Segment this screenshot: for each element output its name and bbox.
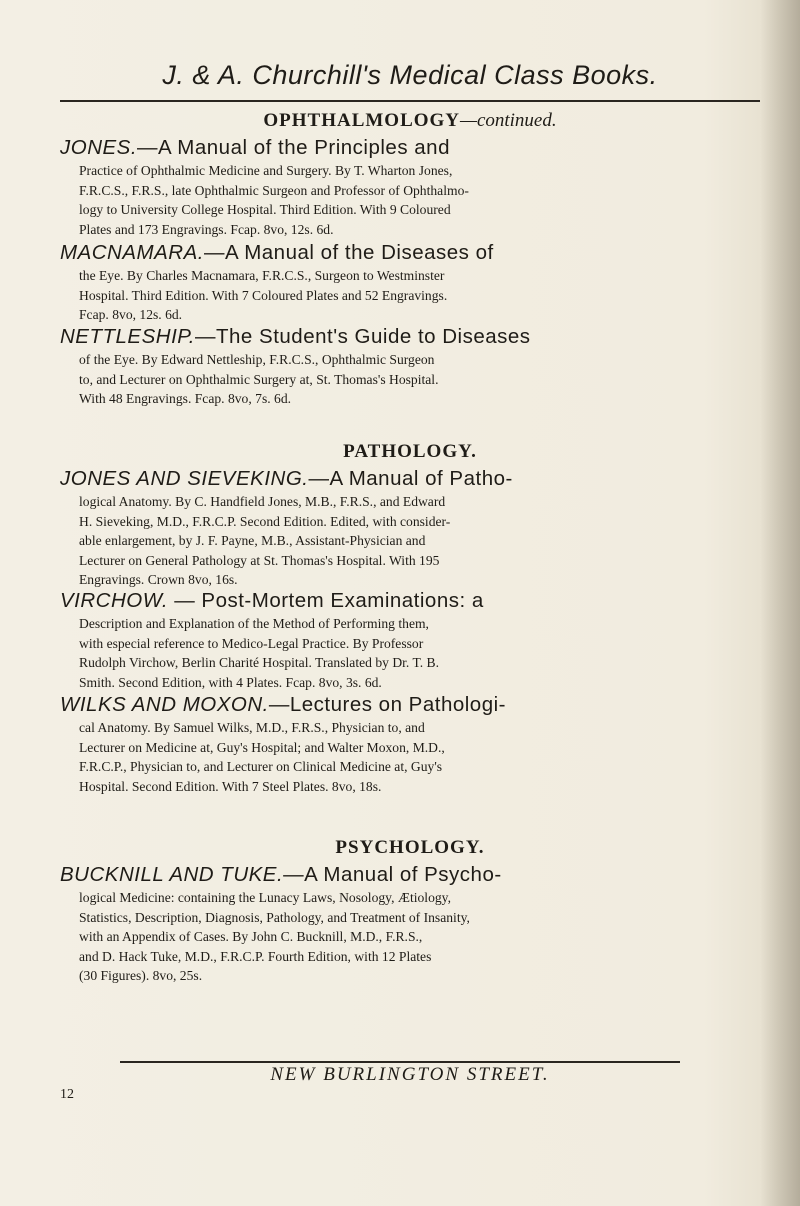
entry-line: to, and Lecturer on Ophthalmic Surgery at, St. Thomas's Hospital. — [79, 371, 439, 387]
entry-description — [60, 718, 760, 796]
section-heading-suffix: —continued. — [460, 110, 557, 131]
entry-line: with especial reference to Medico-Legal Practice. By Professor — [79, 635, 424, 651]
entry-description — [60, 266, 760, 325]
entry-virchow — [60, 587, 760, 692]
entry-author: BUCKNILL AND TUKE. — [60, 863, 284, 886]
entry-line: Engravings. Crown 8vo, 16s. — [79, 572, 238, 587]
entry-line: Plates and 173 Engravings. Fcap. 8vo, 12s. 6d. — [79, 221, 334, 237]
entry-line: Lecturer on Medicine at, Guy's Hospital; and Walter Moxon, M.D., — [79, 739, 445, 755]
entry-bucknill-and-tuke — [60, 861, 760, 986]
entry-line: Practice of Ophthalmic Medicine and Surgery. By T. Wharton Jones, — [79, 163, 453, 178]
page-spine-shadow — [760, 0, 800, 1206]
entry-line: Lecturer on General Pathology at St. Thomas's Hospital. With 195 — [79, 552, 440, 568]
header-rule — [60, 100, 760, 102]
entry-line: the Eye. By Charles Macnamara, F.R.C.S., Surgeon to Westminster — [79, 268, 445, 283]
entry-line: Statistics, Description, Diagnosis, Pathology, and Treatment of Insanity, — [79, 909, 470, 925]
entry-description — [60, 161, 760, 239]
entry-line: logy to University College Hospital. Third Edition. With 9 Coloured — [79, 202, 451, 217]
entry-description — [60, 492, 760, 590]
entry-title: —A Manual of Psycho- — [283, 863, 502, 886]
entry-description — [60, 888, 760, 986]
entry-macnamara — [60, 239, 760, 325]
entry-header — [60, 587, 760, 614]
entry-header — [60, 239, 760, 266]
entry-title: —A Manual of Patho- — [308, 467, 513, 490]
entry-line: Hospital. Third Edition. With 7 Coloured Plates and 52 Engravings. — [79, 287, 448, 303]
footer-rule — [120, 1061, 680, 1063]
entry-header — [60, 465, 760, 492]
entry-title: —The Student's Guide to Diseases — [195, 325, 531, 348]
entry-line: Rudolph Virchow, Berlin Charité Hospital. Translated by Dr. T. B. — [79, 655, 440, 670]
entry-author: VIRCHOW. — [60, 589, 169, 612]
entry-line: (30 Figures). 8vo, 25s. — [79, 968, 203, 983]
page-number: 12 — [60, 1087, 74, 1102]
entry-description — [60, 350, 760, 409]
entry-title: — Post-Mortem Examinations: a — [168, 589, 484, 612]
entry-line: With 48 Engravings. Fcap. 8vo, 7s. 6d. — [79, 391, 292, 406]
entry-jones-and-sieveking — [60, 465, 760, 590]
entry-line: of the Eye. By Edward Nettleship, F.R.C.S., Ophthalmic Surgeon — [79, 352, 435, 367]
entry-line: H. Sieveking, M.D., F.R.C.P. Second Edition. Edited, with consider- — [79, 513, 451, 529]
entry-author: NETTLESHIP. — [60, 325, 195, 348]
entry-title: —A Manual of the Principles and — [137, 136, 450, 159]
entry-header — [60, 861, 760, 888]
entry-description — [60, 614, 760, 692]
entry-author: MACNAMARA. — [60, 241, 204, 264]
entry-jones — [60, 134, 760, 239]
entry-line: Fcap. 8vo, 12s. 6d. — [79, 307, 183, 322]
running-head: J. & A. Churchill's Medical Class Books. — [162, 60, 658, 90]
entry-header — [60, 323, 760, 350]
entry-line: Smith. Second Edition, with 4 Plates. Fcap. 8vo, 3s. 6d. — [79, 674, 382, 690]
section-heading-text: PATHOLOGY. — [343, 441, 477, 462]
section-heading-text: OPHTHALMOLOGY — [263, 110, 461, 131]
entry-header — [60, 691, 760, 718]
entry-title: —Lectures on Pathologi- — [268, 693, 506, 716]
entry-line: Hospital. Second Edition. With 7 Steel Plates. 8vo, 18s. — [79, 778, 382, 794]
entry-line: able enlargement, by J. F. Payne, M.B., Assistant-Physician and — [79, 533, 426, 548]
footer-address: NEW BURLINGTON STREET. — [270, 1064, 550, 1085]
entry-line: Description and Explanation of the Method of Performing them, — [79, 616, 429, 631]
entry-header — [60, 134, 760, 161]
entry-author: WILKS AND MOXON. — [60, 693, 269, 716]
entry-wilks-and-moxon — [60, 691, 760, 796]
entry-title: —A Manual of the Diseases of — [203, 241, 494, 264]
entry-line: with an Appendix of Cases. By John C. Bucknill, M.D., F.R.S., — [79, 929, 423, 944]
section-heading-psychology — [60, 837, 760, 859]
entry-line: logical Anatomy. By C. Handfield Jones, M.B., F.R.S., and Edward — [79, 494, 446, 509]
section-heading-ophthalmology — [60, 110, 760, 132]
entry-author: JONES AND SIEVEKING. — [60, 467, 309, 490]
entry-line: cal Anatomy. By Samuel Wilks, M.D., F.R.S., Physician to, and — [79, 720, 425, 735]
section-heading-pathology — [60, 441, 760, 463]
entry-author: JONES. — [60, 136, 138, 159]
entry-line: F.R.C.P., Physician to, and Lecturer on Clinical Medicine at, Guy's — [79, 759, 443, 774]
section-heading-text: PSYCHOLOGY. — [335, 837, 485, 858]
entry-line: and D. Hack Tuke, M.D., F.R.C.P. Fourth Edition, with 12 Plates — [79, 948, 432, 964]
entry-nettleship — [60, 323, 760, 409]
entry-line: logical Medicine: containing the Lunacy Laws, Nosology, Ætiology, — [79, 890, 451, 905]
entry-line: F.R.C.S., F.R.S., late Ophthalmic Surgeon and Professor of Ophthalmo- — [79, 182, 469, 198]
